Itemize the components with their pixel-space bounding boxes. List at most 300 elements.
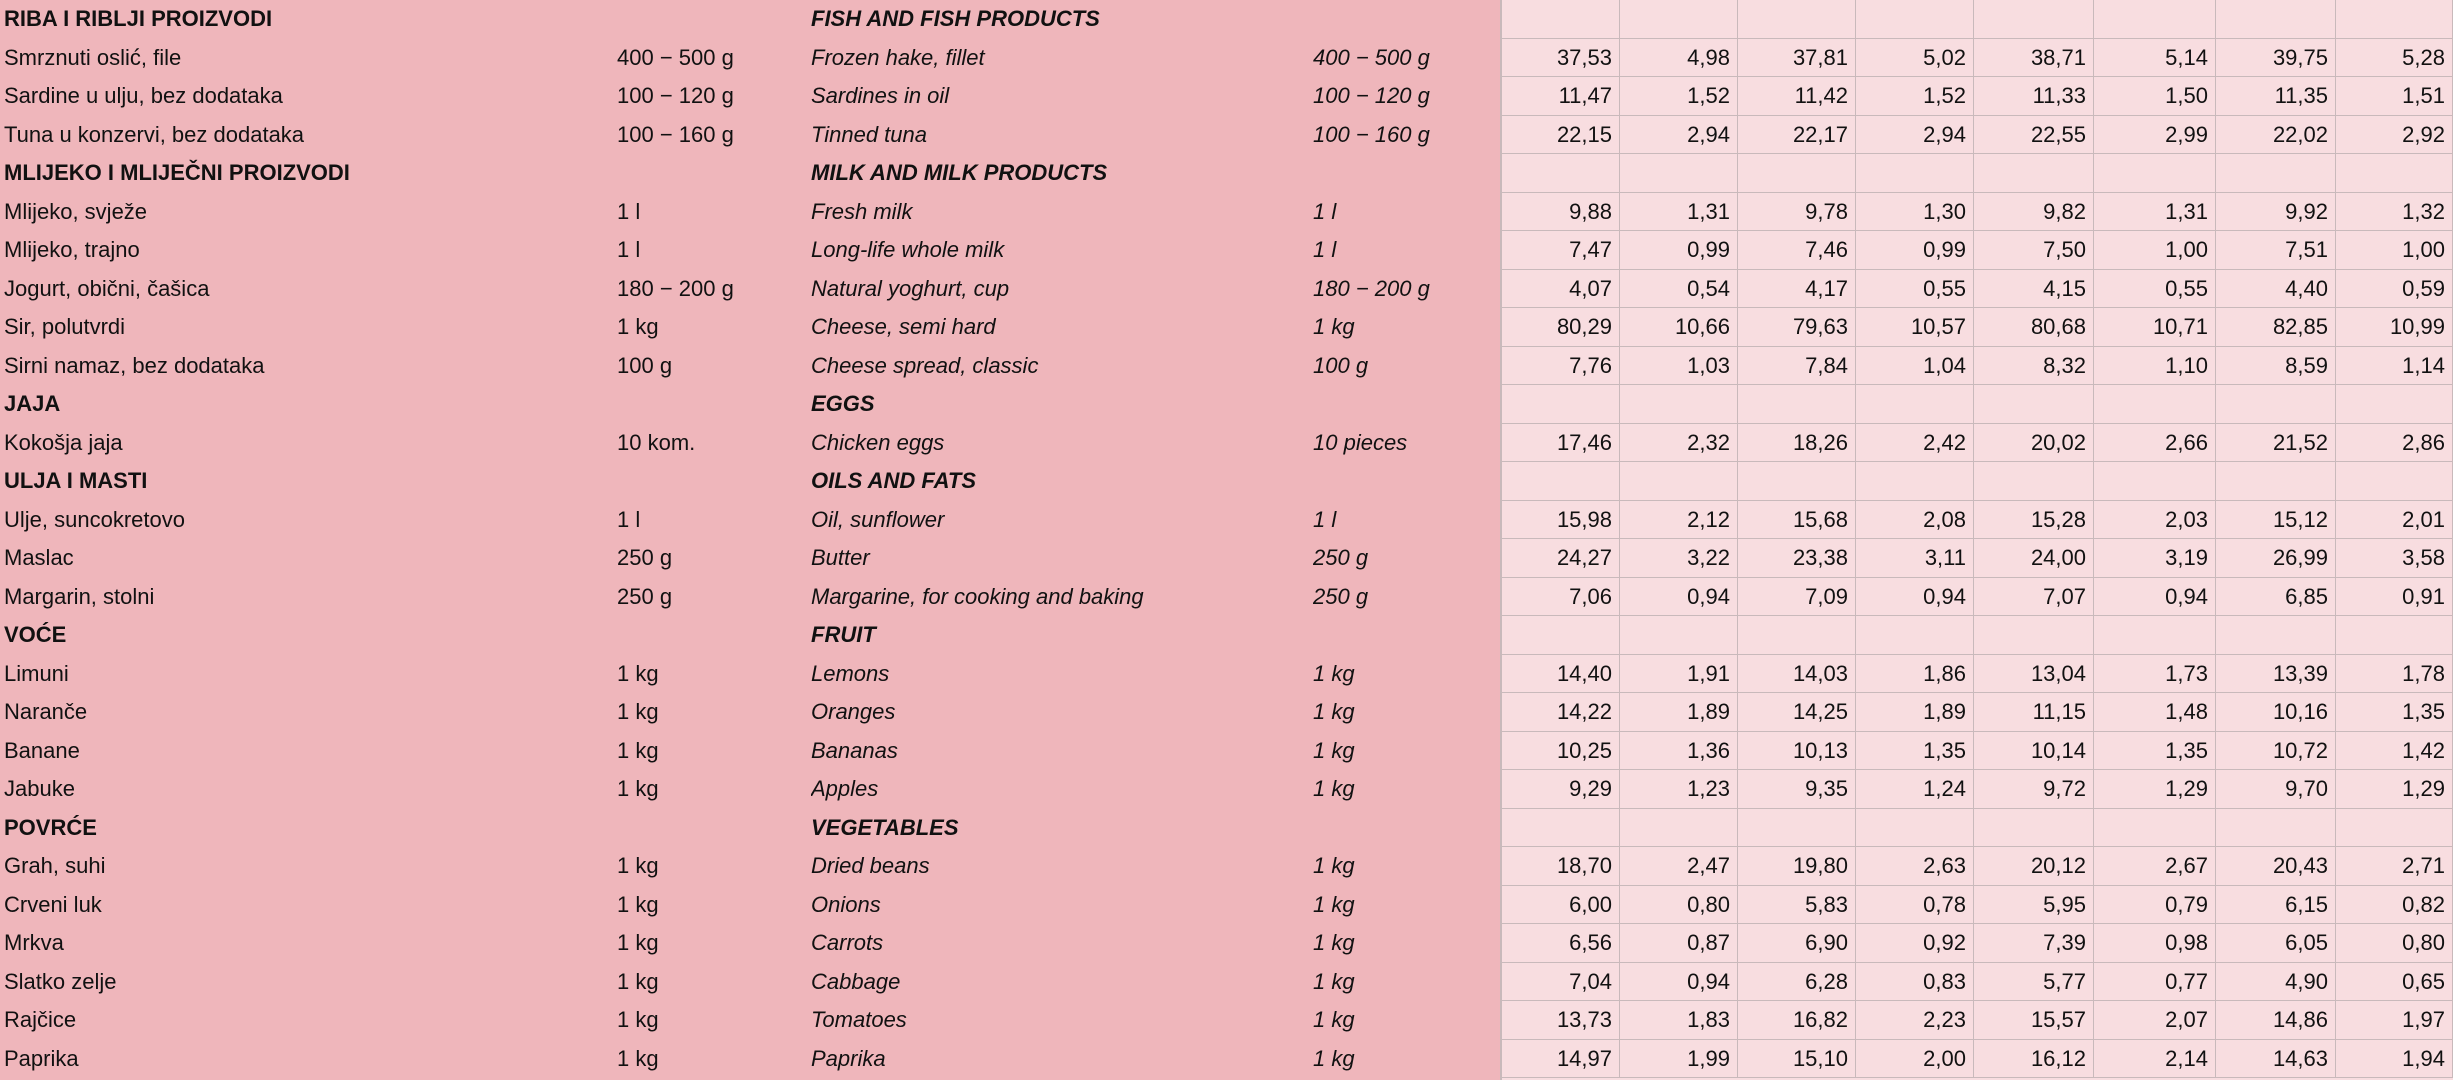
item-name-en: Tinned tuna xyxy=(811,121,928,147)
value-cell: 10,25 xyxy=(1502,732,1620,771)
item-name-en: Chicken eggs xyxy=(811,429,945,455)
value-cell xyxy=(1502,385,1620,424)
item-name-en: Margarine, for cooking and baking xyxy=(811,583,1144,609)
table-row xyxy=(0,655,2453,694)
value-cell: 6,28 xyxy=(1738,963,1856,1002)
section-title-en: MILK AND MILK PRODUCTS xyxy=(811,160,1108,185)
value-cell: 5,95 xyxy=(1974,886,2094,925)
item-name-en: Oranges xyxy=(811,699,896,724)
item-quantity-en: 1 kg xyxy=(1313,853,1355,878)
value-cell: 0,59 xyxy=(2336,270,2453,309)
value-cell: 1,97 xyxy=(2336,1001,2453,1040)
value-cell xyxy=(1738,154,1856,193)
section-title-en: FRUIT xyxy=(811,622,876,647)
value-cell: 10,14 xyxy=(1974,732,2094,771)
table-row xyxy=(0,924,2453,963)
value-cell xyxy=(2216,0,2336,39)
value-cell: 7,07 xyxy=(1974,578,2094,617)
value-cell: 0,80 xyxy=(1620,886,1738,925)
item-quantity-en: 1 kg xyxy=(1313,1045,1355,1071)
value-cell: 11,47 xyxy=(1502,77,1620,116)
item-quantity-hr: 1 kg xyxy=(617,853,659,878)
value-cell: 1,48 xyxy=(2094,693,2216,732)
section-row xyxy=(0,616,2453,655)
item-name-hr: Kokošja jaja xyxy=(4,429,123,455)
item-name-en: Apples xyxy=(811,776,879,801)
value-cell xyxy=(2216,616,2336,655)
value-cell: 14,22 xyxy=(1502,693,1620,732)
value-cell: 0,99 xyxy=(1856,231,1974,270)
value-cell xyxy=(2094,616,2216,655)
value-cell: 13,39 xyxy=(2216,655,2336,694)
value-cell: 4,90 xyxy=(2216,963,2336,1002)
value-cell: 1,91 xyxy=(1620,655,1738,694)
value-cell: 7,47 xyxy=(1502,231,1620,270)
value-cell: 9,82 xyxy=(1974,193,2094,232)
value-cell xyxy=(1620,809,1738,848)
item-name-hr: Jabuke xyxy=(4,776,75,801)
item-name-en: Cabbage xyxy=(811,968,901,994)
item-quantity-hr: 1 l xyxy=(617,506,641,532)
value-cell: 0,82 xyxy=(2336,886,2453,925)
item-quantity-en: 1 l xyxy=(1313,198,1337,224)
value-cell: 0,94 xyxy=(1620,578,1738,617)
item-quantity-en: 1 kg xyxy=(1313,660,1355,686)
value-cell: 10,72 xyxy=(2216,732,2336,771)
value-cell: 10,57 xyxy=(1856,308,1974,347)
value-cell: 5,83 xyxy=(1738,886,1856,925)
item-quantity-en: 1 kg xyxy=(1313,930,1355,955)
value-cell xyxy=(1620,154,1738,193)
value-cell: 2,71 xyxy=(2336,847,2453,886)
value-cell: 23,38 xyxy=(1738,539,1856,578)
value-cell: 1,03 xyxy=(1620,347,1738,386)
value-cell: 9,72 xyxy=(1974,770,2094,809)
value-cell: 15,10 xyxy=(1738,1040,1856,1079)
item-quantity-en: 100 − 120 g xyxy=(1313,83,1430,108)
item-quantity-hr: 1 kg xyxy=(617,891,659,917)
item-name-hr: Ulje, suncokretovo xyxy=(4,506,185,532)
value-cell: 0,91 xyxy=(2336,578,2453,617)
table-row xyxy=(0,770,2453,809)
value-cell: 15,28 xyxy=(1974,501,2094,540)
value-cell xyxy=(2094,385,2216,424)
value-cell xyxy=(1974,462,2094,501)
item-name-en: Cheese, semi hard xyxy=(811,314,996,339)
section-title-hr: ULJA I MASTI xyxy=(4,468,148,493)
value-cell: 7,39 xyxy=(1974,924,2094,963)
item-quantity-hr: 250 g xyxy=(617,583,673,609)
value-cell: 5,02 xyxy=(1856,39,1974,78)
table-row xyxy=(0,963,2453,1002)
value-cell: 7,84 xyxy=(1738,347,1856,386)
value-cell: 11,35 xyxy=(2216,77,2336,116)
item-quantity-hr: 1 l xyxy=(617,198,641,224)
item-name-hr: Naranče xyxy=(4,699,88,724)
item-quantity-hr: 180 − 200 g xyxy=(617,275,734,301)
table-row xyxy=(0,39,2453,78)
item-quantity-en: 180 − 200 g xyxy=(1313,275,1430,301)
section-title-hr: JAJA xyxy=(4,391,61,416)
section-title-en: OILS AND FATS xyxy=(811,468,976,493)
value-cell: 2,94 xyxy=(1856,116,1974,155)
value-cell: 7,51 xyxy=(2216,231,2336,270)
item-name-hr: Slatko zelje xyxy=(4,968,117,994)
section-row xyxy=(0,462,2453,501)
item-quantity-en: 100 g xyxy=(1313,352,1369,378)
value-cell: 0,78 xyxy=(1856,886,1974,925)
value-cell xyxy=(1856,809,1974,848)
value-cell: 2,07 xyxy=(2094,1001,2216,1040)
value-cell: 2,42 xyxy=(1856,424,1974,463)
item-name-hr: Mlijeko, svježe xyxy=(4,198,148,224)
value-cell: 1,31 xyxy=(2094,193,2216,232)
value-cell: 1,32 xyxy=(2336,193,2453,232)
value-cell: 6,00 xyxy=(1502,886,1620,925)
value-cell xyxy=(1620,385,1738,424)
value-cell: 6,85 xyxy=(2216,578,2336,617)
value-cell: 7,76 xyxy=(1502,347,1620,386)
item-name-en: Sardines in oil xyxy=(811,83,950,108)
item-quantity-en: 100 − 160 g xyxy=(1313,121,1430,147)
value-cell: 5,14 xyxy=(2094,39,2216,78)
item-quantity-en: 1 kg xyxy=(1313,737,1355,763)
value-cell: 4,17 xyxy=(1738,270,1856,309)
value-cell: 0,98 xyxy=(2094,924,2216,963)
table-row xyxy=(0,193,2453,232)
table-row xyxy=(0,847,2453,886)
value-cell: 16,12 xyxy=(1974,1040,2094,1079)
section-row xyxy=(0,809,2453,848)
value-cell: 4,15 xyxy=(1974,270,2094,309)
value-cell xyxy=(2336,616,2453,655)
value-cell: 2,00 xyxy=(1856,1040,1974,1079)
value-cell: 1,52 xyxy=(1620,77,1738,116)
item-quantity-en: 250 g xyxy=(1313,583,1369,609)
value-cell: 1,00 xyxy=(2336,231,2453,270)
value-cell: 5,28 xyxy=(2336,39,2453,78)
item-name-en: Natural yoghurt, cup xyxy=(811,275,1010,301)
table-row xyxy=(0,693,2453,732)
item-name-hr: Limuni xyxy=(4,660,69,686)
item-quantity-hr: 100 g xyxy=(617,352,673,378)
value-cell: 15,98 xyxy=(1502,501,1620,540)
value-cell: 9,88 xyxy=(1502,193,1620,232)
value-cell: 22,55 xyxy=(1974,116,2094,155)
value-cell: 14,40 xyxy=(1502,655,1620,694)
value-cell xyxy=(1502,616,1620,655)
value-cell: 15,12 xyxy=(2216,501,2336,540)
value-cell xyxy=(1738,0,1856,39)
value-cell: 1,23 xyxy=(1620,770,1738,809)
table-row xyxy=(0,501,2453,540)
value-cell: 38,71 xyxy=(1974,39,2094,78)
value-cell xyxy=(1856,462,1974,501)
value-cell: 37,81 xyxy=(1738,39,1856,78)
value-cell xyxy=(1856,385,1974,424)
table-row xyxy=(0,1001,2453,1040)
value-cell: 9,92 xyxy=(2216,193,2336,232)
item-name-hr: Sir, polutvrdi xyxy=(4,314,126,339)
item-quantity-hr: 1 kg xyxy=(617,737,659,763)
value-cell: 0,55 xyxy=(1856,270,1974,309)
value-cell xyxy=(1620,462,1738,501)
table-row xyxy=(0,424,2453,463)
value-cell xyxy=(2216,154,2336,193)
item-name-en: Tomatoes xyxy=(811,1007,907,1032)
value-cell: 0,94 xyxy=(1620,963,1738,1002)
value-cell: 1,51 xyxy=(2336,77,2453,116)
item-name-hr: Jogurt, obični, čašica xyxy=(4,275,210,301)
value-cell xyxy=(1502,154,1620,193)
value-cell: 80,68 xyxy=(1974,308,2094,347)
item-name-en: Carrots xyxy=(811,930,884,955)
value-cell: 3,22 xyxy=(1620,539,1738,578)
value-cell: 2,23 xyxy=(1856,1001,1974,1040)
value-cell xyxy=(1974,616,2094,655)
section-row xyxy=(0,385,2453,424)
value-cell xyxy=(1856,154,1974,193)
value-cell: 18,70 xyxy=(1502,847,1620,886)
value-cell: 0,87 xyxy=(1620,924,1738,963)
table-row xyxy=(0,77,2453,116)
item-name-en: Long-life whole milk xyxy=(811,237,1005,262)
value-cell: 8,59 xyxy=(2216,347,2336,386)
value-cell: 14,03 xyxy=(1738,655,1856,694)
value-cell: 2,03 xyxy=(2094,501,2216,540)
item-quantity-hr: 100 − 120 g xyxy=(617,83,734,108)
value-cell: 0,94 xyxy=(1856,578,1974,617)
value-cell: 14,86 xyxy=(2216,1001,2336,1040)
value-cell xyxy=(2336,809,2453,848)
value-cell: 6,56 xyxy=(1502,924,1620,963)
item-quantity-hr: 1 kg xyxy=(617,314,659,339)
value-cell: 1,10 xyxy=(2094,347,2216,386)
value-cell xyxy=(1738,809,1856,848)
value-cell: 8,32 xyxy=(1974,347,2094,386)
value-cell: 0,79 xyxy=(2094,886,2216,925)
item-name-hr: Mlijeko, trajno xyxy=(4,237,140,262)
table-row xyxy=(0,231,2453,270)
item-name-en: Onions xyxy=(811,891,881,917)
value-cell xyxy=(2216,462,2336,501)
value-cell: 1,29 xyxy=(2094,770,2216,809)
section-title-en: VEGETABLES xyxy=(811,814,959,840)
value-cell: 4,07 xyxy=(1502,270,1620,309)
value-cell: 1,35 xyxy=(2336,693,2453,732)
item-quantity-en: 1 l xyxy=(1313,506,1337,532)
item-name-hr: Mrkva xyxy=(4,930,64,955)
value-cell: 1,94 xyxy=(2336,1040,2453,1079)
item-quantity-hr: 400 − 500 g xyxy=(617,44,734,70)
value-cell: 7,04 xyxy=(1502,963,1620,1002)
value-cell: 13,73 xyxy=(1502,1001,1620,1040)
value-cell: 0,55 xyxy=(2094,270,2216,309)
value-cell: 10,66 xyxy=(1620,308,1738,347)
table-row xyxy=(0,347,2453,386)
value-cell: 14,25 xyxy=(1738,693,1856,732)
section-title-hr: VOĆE xyxy=(4,622,67,647)
value-cell: 1,99 xyxy=(1620,1040,1738,1079)
item-quantity-hr: 1 kg xyxy=(617,968,659,994)
value-cell: 1,14 xyxy=(2336,347,2453,386)
value-cell: 0,80 xyxy=(2336,924,2453,963)
value-cell: 15,68 xyxy=(1738,501,1856,540)
item-name-hr: Banane xyxy=(4,737,80,763)
value-cell: 7,06 xyxy=(1502,578,1620,617)
item-name-en: Cheese spread, classic xyxy=(811,352,1039,378)
table-row xyxy=(0,539,2453,578)
value-cell xyxy=(1974,0,2094,39)
table-row xyxy=(0,578,2453,617)
value-cell xyxy=(1974,154,2094,193)
value-cell: 0,83 xyxy=(1856,963,1974,1002)
value-cell: 10,99 xyxy=(2336,308,2453,347)
table-row xyxy=(0,116,2453,155)
value-cell: 2,99 xyxy=(2094,116,2216,155)
value-cell xyxy=(2336,0,2453,39)
item-quantity-en: 250 g xyxy=(1313,545,1369,570)
value-cell xyxy=(1738,462,1856,501)
value-cell: 2,47 xyxy=(1620,847,1738,886)
value-cell: 24,00 xyxy=(1974,539,2094,578)
item-quantity-hr: 10 kom. xyxy=(617,429,696,455)
value-cell: 11,42 xyxy=(1738,77,1856,116)
value-cell: 1,89 xyxy=(1620,693,1738,732)
section-row xyxy=(0,0,2453,39)
item-quantity-en: 10 pieces xyxy=(1313,429,1408,455)
item-quantity-en: 1 kg xyxy=(1313,314,1355,339)
item-name-hr: Grah, suhi xyxy=(4,853,106,878)
value-cell: 0,99 xyxy=(1620,231,1738,270)
value-cell: 22,15 xyxy=(1502,116,1620,155)
item-name-hr: Margarin, stolni xyxy=(4,583,155,609)
value-cell: 2,12 xyxy=(1620,501,1738,540)
item-name-en: Frozen hake, fillet xyxy=(811,44,985,70)
item-name-en: Butter xyxy=(811,545,870,570)
value-cell: 1,86 xyxy=(1856,655,1974,694)
item-name-hr: Maslac xyxy=(4,545,74,570)
value-cell: 0,94 xyxy=(2094,578,2216,617)
value-cell: 15,57 xyxy=(1974,1001,2094,1040)
section-title-en: EGGS xyxy=(811,391,875,416)
value-cell: 1,78 xyxy=(2336,655,2453,694)
value-cell: 80,29 xyxy=(1502,308,1620,347)
value-cell: 2,92 xyxy=(2336,116,2453,155)
value-cell: 1,04 xyxy=(1856,347,1974,386)
item-name-en: Lemons xyxy=(811,660,890,686)
item-quantity-hr: 1 kg xyxy=(617,930,659,955)
value-cell: 3,11 xyxy=(1856,539,1974,578)
value-cell: 16,82 xyxy=(1738,1001,1856,1040)
value-cell: 10,16 xyxy=(2216,693,2336,732)
item-quantity-hr: 1 kg xyxy=(617,776,659,801)
value-cell: 21,52 xyxy=(2216,424,2336,463)
value-cell: 1,00 xyxy=(2094,231,2216,270)
value-cell: 1,30 xyxy=(1856,193,1974,232)
value-cell: 6,90 xyxy=(1738,924,1856,963)
value-cell: 6,05 xyxy=(2216,924,2336,963)
value-cell: 2,66 xyxy=(2094,424,2216,463)
value-cell: 1,42 xyxy=(2336,732,2453,771)
item-name-en: Oil, sunflower xyxy=(811,506,945,532)
item-quantity-en: 1 kg xyxy=(1313,1007,1355,1032)
value-cell xyxy=(2094,154,2216,193)
value-cell: 2,08 xyxy=(1856,501,1974,540)
value-cell: 13,04 xyxy=(1974,655,2094,694)
value-cell: 10,71 xyxy=(2094,308,2216,347)
value-cell xyxy=(1502,462,1620,501)
value-cell: 11,33 xyxy=(1974,77,2094,116)
value-cell: 9,70 xyxy=(2216,770,2336,809)
item-quantity-en: 1 kg xyxy=(1313,891,1355,917)
value-cell xyxy=(2094,809,2216,848)
section-title-hr: MLIJEKO I MLIJEČNI PROIZVODI xyxy=(4,160,350,185)
value-cell: 19,80 xyxy=(1738,847,1856,886)
item-quantity-en: 400 − 500 g xyxy=(1313,44,1430,70)
item-quantity-en: 1 kg xyxy=(1313,968,1355,994)
value-cell: 26,99 xyxy=(2216,539,2336,578)
value-cell xyxy=(2336,462,2453,501)
item-quantity-hr: 1 kg xyxy=(617,1045,659,1071)
value-cell: 7,09 xyxy=(1738,578,1856,617)
item-name-hr: Sirni namaz, bez dodataka xyxy=(4,352,265,378)
value-cell: 17,46 xyxy=(1502,424,1620,463)
value-cell xyxy=(1856,0,1974,39)
value-cell: 2,86 xyxy=(2336,424,2453,463)
item-quantity-hr: 1 kg xyxy=(617,660,659,686)
item-name-hr: Paprika xyxy=(4,1045,79,1071)
value-cell xyxy=(2336,385,2453,424)
item-name-en: Bananas xyxy=(811,737,898,763)
value-cell xyxy=(2094,0,2216,39)
item-name-hr: Rajčice xyxy=(4,1007,77,1032)
value-cell: 82,85 xyxy=(2216,308,2336,347)
value-cell: 4,40 xyxy=(2216,270,2336,309)
value-cell: 22,17 xyxy=(1738,116,1856,155)
value-cell: 1,35 xyxy=(2094,732,2216,771)
value-cell: 1,24 xyxy=(1856,770,1974,809)
value-cell: 1,36 xyxy=(1620,732,1738,771)
table-row xyxy=(0,1040,2453,1079)
value-cell: 20,02 xyxy=(1974,424,2094,463)
value-cell: 0,65 xyxy=(2336,963,2453,1002)
item-quantity-hr: 100 − 160 g xyxy=(617,121,734,147)
value-cell xyxy=(1738,385,1856,424)
value-cell: 0,92 xyxy=(1856,924,1974,963)
value-cell xyxy=(1974,809,2094,848)
value-cell: 2,01 xyxy=(2336,501,2453,540)
value-cell: 3,19 xyxy=(2094,539,2216,578)
value-cell: 9,35 xyxy=(1738,770,1856,809)
value-cell: 0,54 xyxy=(1620,270,1738,309)
value-cell: 4,98 xyxy=(1620,39,1738,78)
value-cell: 9,78 xyxy=(1738,193,1856,232)
value-cell: 3,58 xyxy=(2336,539,2453,578)
value-cell: 1,89 xyxy=(1856,693,1974,732)
value-cell: 10,13 xyxy=(1738,732,1856,771)
value-cell: 1,31 xyxy=(1620,193,1738,232)
value-cell: 9,29 xyxy=(1502,770,1620,809)
value-cell xyxy=(2336,154,2453,193)
section-title-hr: RIBA I RIBLJI PROIZVODI xyxy=(4,6,273,31)
value-cell: 1,83 xyxy=(1620,1001,1738,1040)
value-cell: 39,75 xyxy=(2216,39,2336,78)
item-name-en: Fresh milk xyxy=(811,198,913,224)
item-name-hr: Crveni luk xyxy=(4,891,102,917)
value-cell: 2,32 xyxy=(1620,424,1738,463)
value-cell: 20,12 xyxy=(1974,847,2094,886)
